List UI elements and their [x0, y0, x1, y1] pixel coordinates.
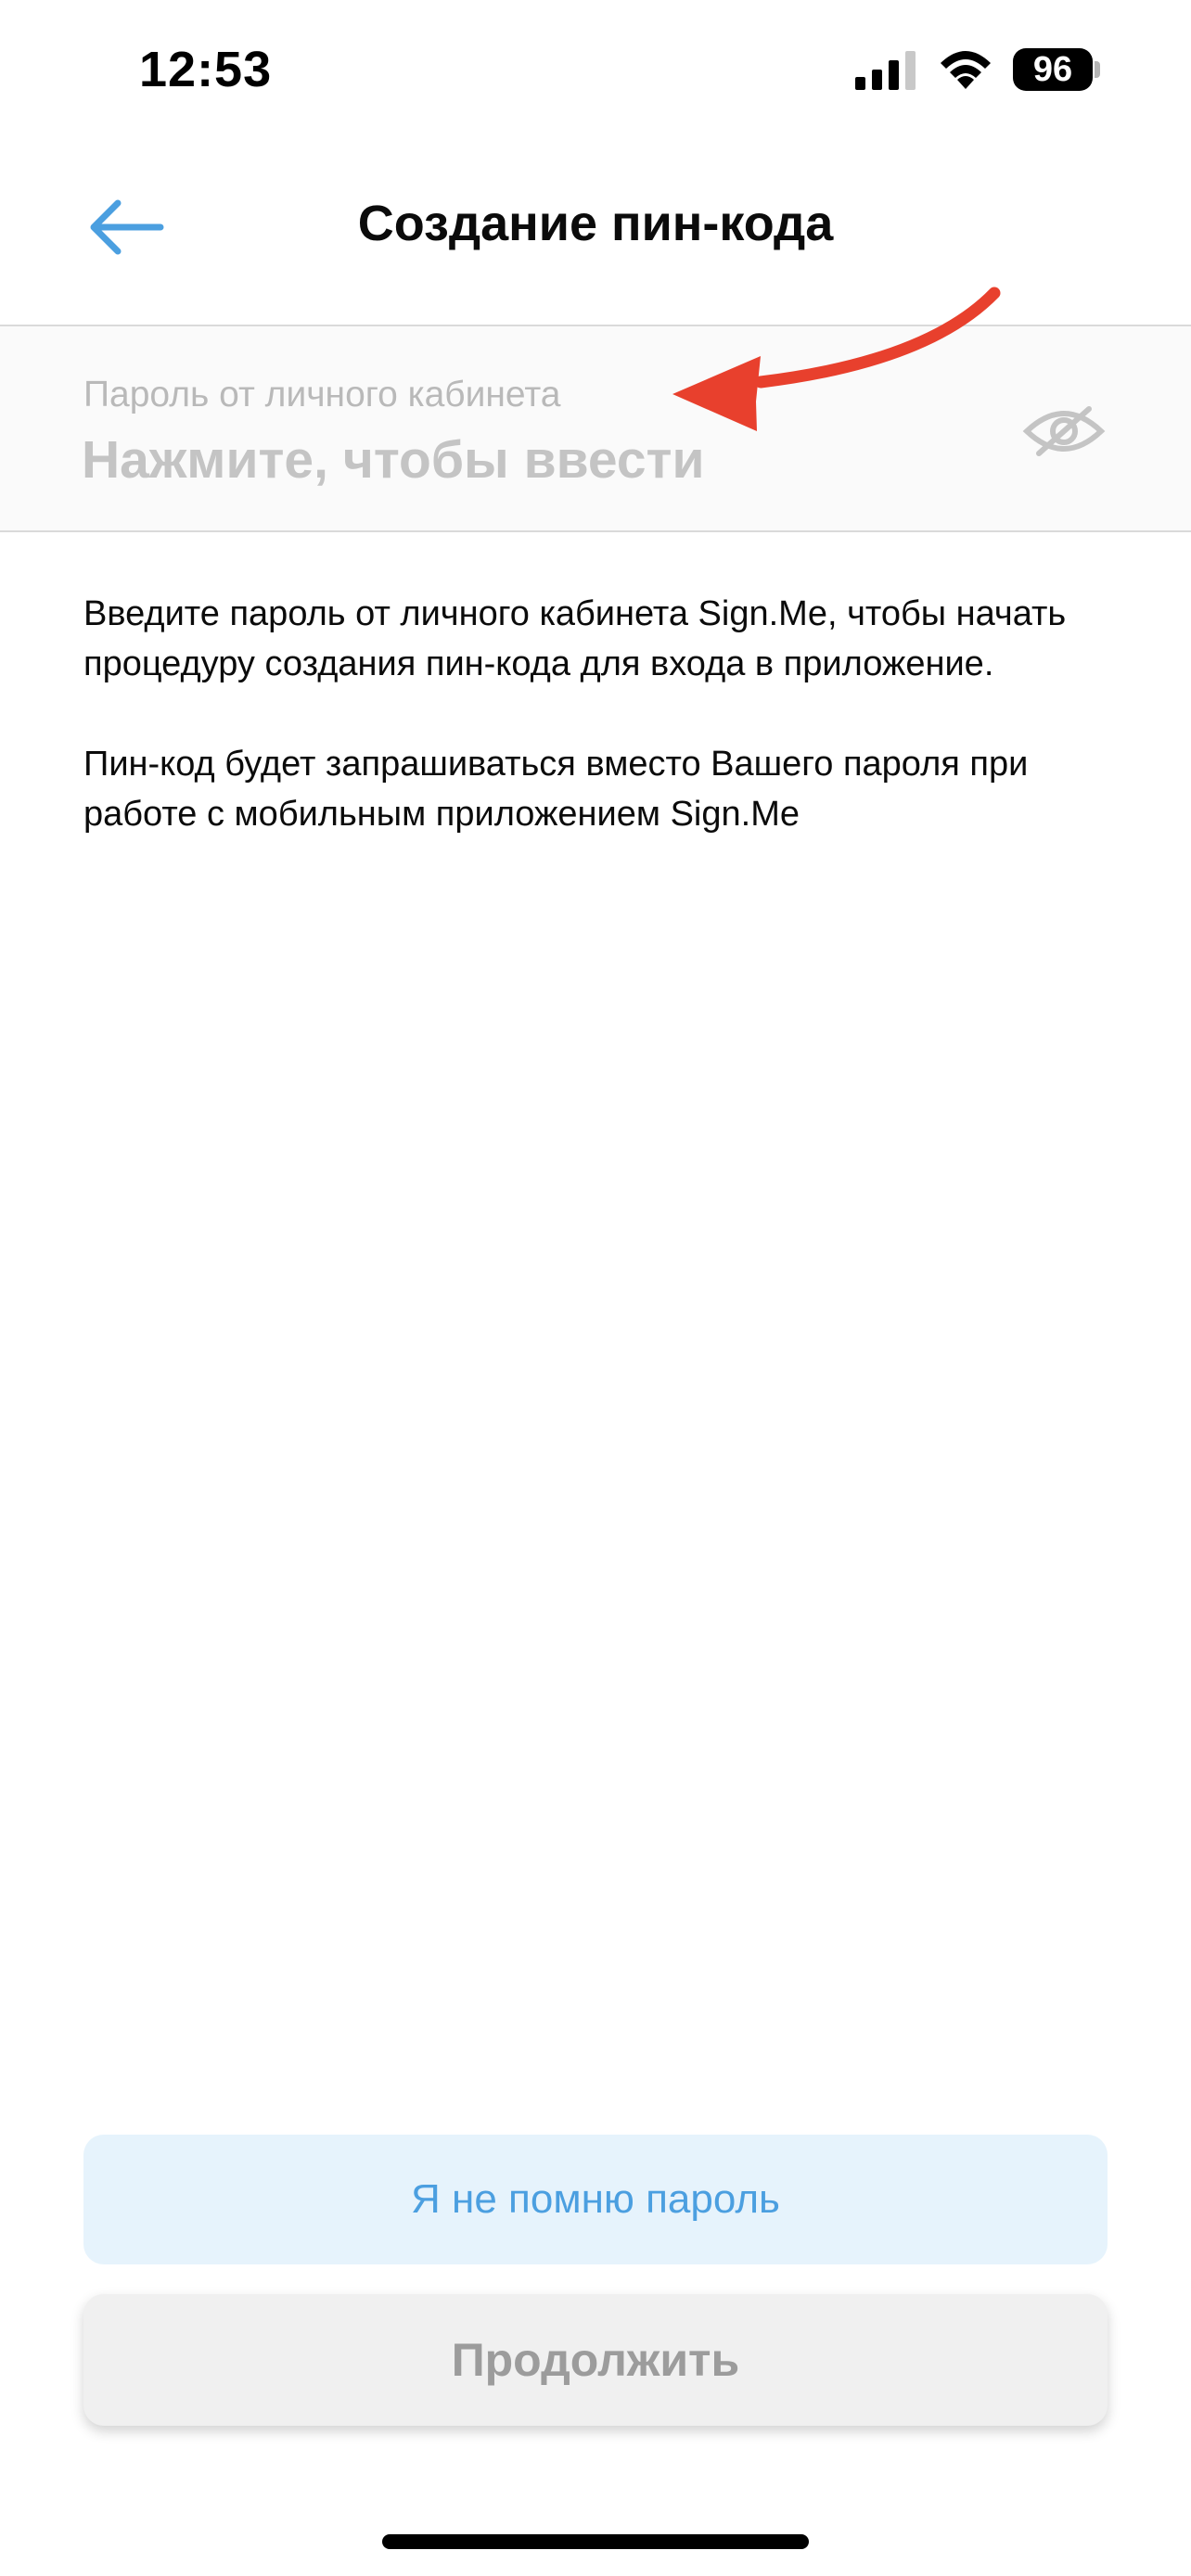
home-indicator — [382, 2534, 809, 2549]
description-paragraph-2: Пин-код будет запрашиваться вместо Вашего пароля при работе с мобильным приложением Sign.Me — [83, 745, 1029, 834]
status-time: 12:53 — [139, 42, 273, 97]
wifi-icon — [937, 46, 994, 91]
description-paragraph-1: Введите пароль от личного кабинета Sign.Me, чтобы начать процедуру создания пин-кода для входа в приложение. — [83, 594, 1067, 683]
toggle-password-visibility-button[interactable] — [1020, 401, 1108, 462]
status-bar — [0, 0, 1191, 139]
continue-button[interactable]: Продолжить — [83, 2294, 1108, 2426]
cellular-signal-icon — [855, 51, 916, 90]
red-arrow-icon — [649, 278, 1020, 445]
description — [83, 589, 1122, 889]
eye-slash-icon — [1022, 405, 1106, 457]
password-field-label: Пароль от личного кабинета — [83, 375, 561, 414]
page-title: Создание пин-кода — [357, 196, 834, 251]
battery-level: 96 — [1032, 49, 1073, 89]
battery-icon — [1013, 48, 1093, 91]
forgot-password-button[interactable]: Я не помню пароль — [83, 2135, 1108, 2264]
battery-cap — [1095, 61, 1100, 78]
